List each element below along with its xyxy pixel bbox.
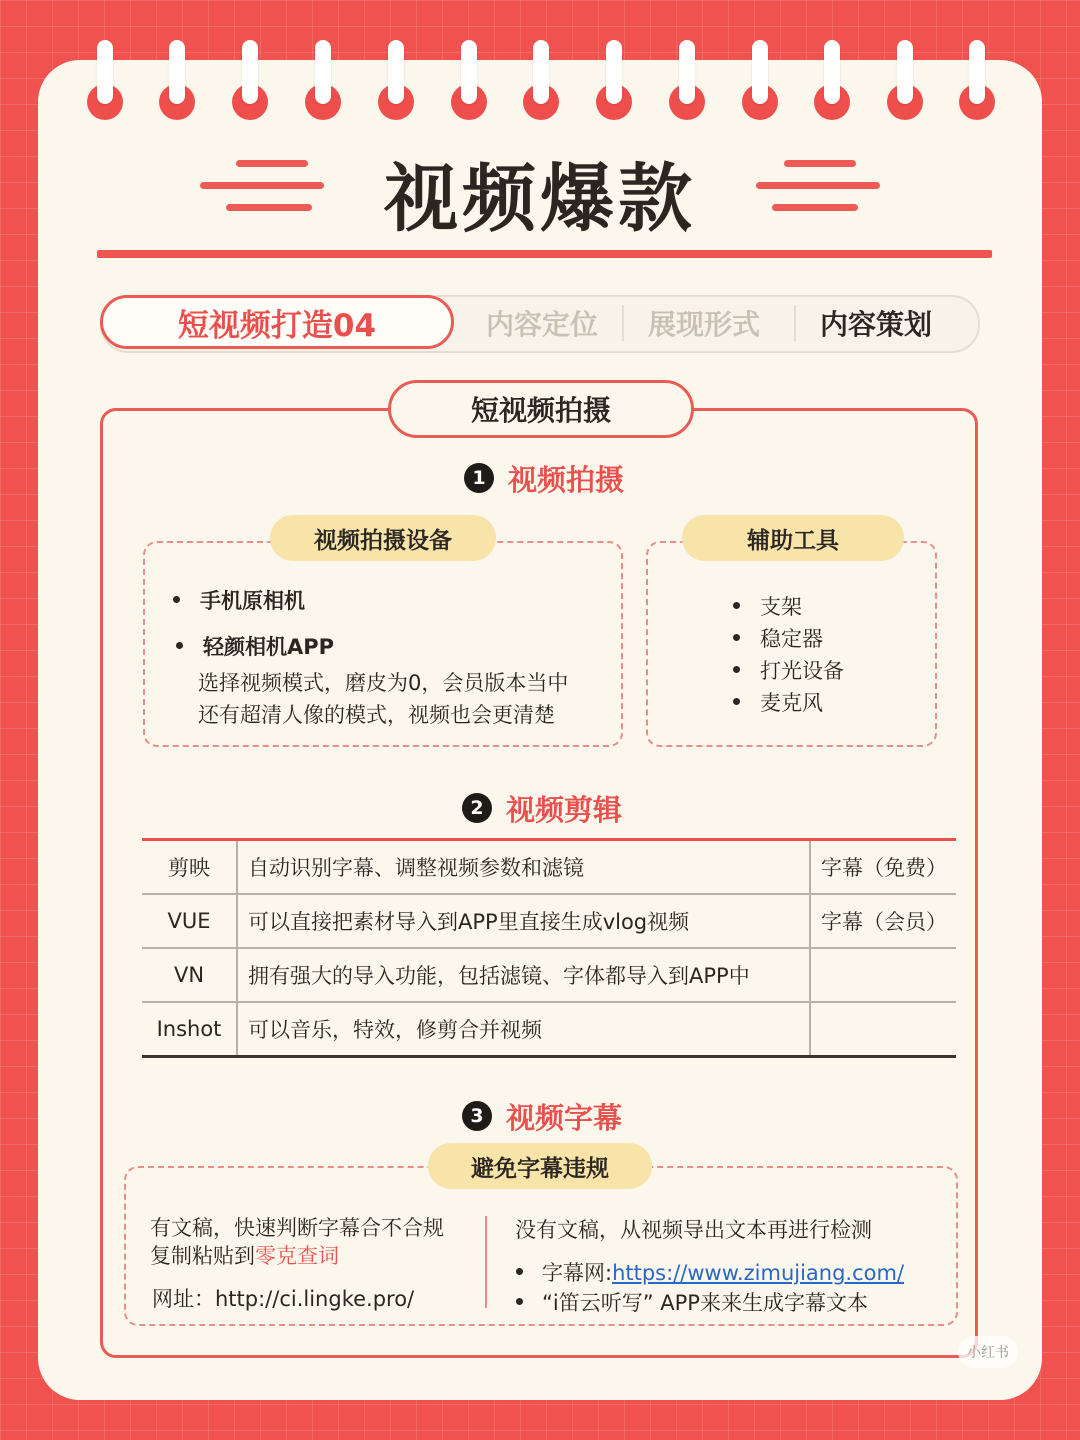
spiral-ring — [523, 40, 559, 120]
tools-item: 打光设备 — [760, 659, 844, 683]
subtitle-right-item — [542, 1257, 904, 1287]
app-note: 字幕（会员） — [810, 894, 956, 948]
spiral-ring — [669, 40, 705, 120]
subtitle-right-item: “i笛云听写” APP来来生成字幕文本 — [542, 1291, 868, 1315]
heading-video-shooting — [464, 458, 624, 498]
subtitle-right-line: 没有文稿，从视频导出文本再进行检测 — [515, 1218, 872, 1242]
equipment-desc-line: 还有超清人像的模式，视频也会更清楚 — [198, 703, 555, 727]
app-name: 剪映 — [142, 840, 237, 895]
spiral-ring — [742, 40, 778, 120]
bullet-dot — [733, 698, 740, 705]
app-desc: 可以直接把素材导入到APP里直接生成vlog视频 — [237, 894, 810, 948]
table-row — [142, 948, 956, 1002]
tools-title: 辅助工具 — [682, 515, 904, 561]
table-row — [142, 1002, 956, 1057]
divider — [485, 1216, 487, 1308]
app-name: Inshot — [142, 1002, 237, 1057]
spiral-ring — [959, 40, 995, 120]
title-deco-line — [772, 204, 858, 211]
bullet-dot — [516, 1298, 523, 1305]
lingke-link[interactable]: 零克查词 — [255, 1244, 339, 1268]
app-name: VUE — [142, 894, 237, 948]
spiral-ring — [596, 40, 632, 120]
subtitle-left-prefix: 复制粘贴到 — [150, 1244, 255, 1268]
spiral-ring — [887, 40, 923, 120]
subtitle-left-line: 有文稿，快速判断字幕合不合规 — [150, 1216, 444, 1240]
zimujiang-link[interactable]: https://www.zimujiang.com/ — [612, 1261, 905, 1285]
tools-item: 稳定器 — [760, 627, 823, 651]
tools-item: 支架 — [760, 595, 802, 619]
bullet-dot — [516, 1268, 523, 1275]
spiral-ring — [305, 40, 341, 120]
app-note — [810, 1002, 956, 1057]
spiral-ring — [814, 40, 850, 120]
subtitle-site-label: 字幕网: — [542, 1261, 613, 1285]
lingke-url: 网址：http://ci.lingke.pro/ — [152, 1287, 415, 1311]
heading-video-subtitles — [462, 1096, 622, 1136]
bullet-dot — [733, 666, 740, 673]
number-badge: 2 — [462, 793, 492, 823]
tab-content-planning[interactable]: 内容策划 — [819, 308, 932, 341]
table-row — [142, 894, 956, 948]
watermark-badge: 小红书 — [958, 1336, 1018, 1368]
app-desc: 可以音乐，特效，修剪合并视频 — [237, 1002, 810, 1057]
page-title: 视频爆款 — [384, 156, 696, 242]
section-title: 短视频拍摄 — [388, 380, 694, 438]
equipment-desc-line: 选择视频模式，磨皮为0，会员版本当中 — [198, 671, 569, 695]
tab-active[interactable]: 短视频打造04 — [100, 295, 454, 349]
spiral-ring — [451, 40, 487, 120]
equipment-item: 手机原相机 — [200, 589, 305, 613]
subtitle-left-line — [150, 1240, 339, 1270]
heading-text: 视频拍摄 — [508, 462, 625, 497]
app-desc: 拥有强大的导入功能，包括滤镜、字体都导入到APP中 — [237, 948, 810, 1002]
tab-content-positioning[interactable]: 内容定位 — [485, 308, 598, 341]
heading-text: 视频字幕 — [506, 1100, 623, 1135]
app-name: VN — [142, 948, 237, 1002]
bullet-dot — [173, 596, 180, 603]
bullet-dot — [176, 642, 183, 649]
spiral-ring — [159, 40, 195, 120]
number-badge: 1 — [464, 463, 494, 493]
equipment-title: 视频拍摄设备 — [270, 515, 496, 561]
number-badge: 3 — [462, 1101, 492, 1131]
heading-text: 视频剪辑 — [506, 792, 623, 827]
subtitle-box-title: 避免字幕违规 — [428, 1143, 652, 1189]
spiral-ring — [87, 40, 123, 120]
editing-apps-table — [142, 838, 956, 1058]
table-row — [142, 840, 956, 895]
bullet-dot — [733, 602, 740, 609]
app-note: 字幕（免费） — [810, 840, 956, 895]
app-note — [810, 948, 956, 1002]
title-underline — [97, 250, 992, 258]
equipment-item: 轻颜相机APP — [203, 635, 335, 659]
tab-presentation-format[interactable]: 展现形式 — [647, 308, 760, 341]
heading-video-editing — [462, 788, 622, 828]
app-desc: 自动识别字幕、调整视频参数和滤镜 — [237, 840, 810, 895]
bullet-dot — [733, 634, 740, 641]
tools-item: 麦克风 — [760, 691, 823, 715]
spiral-ring — [232, 40, 268, 120]
spiral-ring — [378, 40, 414, 120]
title-deco-line — [756, 182, 880, 189]
title-deco-line — [784, 160, 856, 167]
